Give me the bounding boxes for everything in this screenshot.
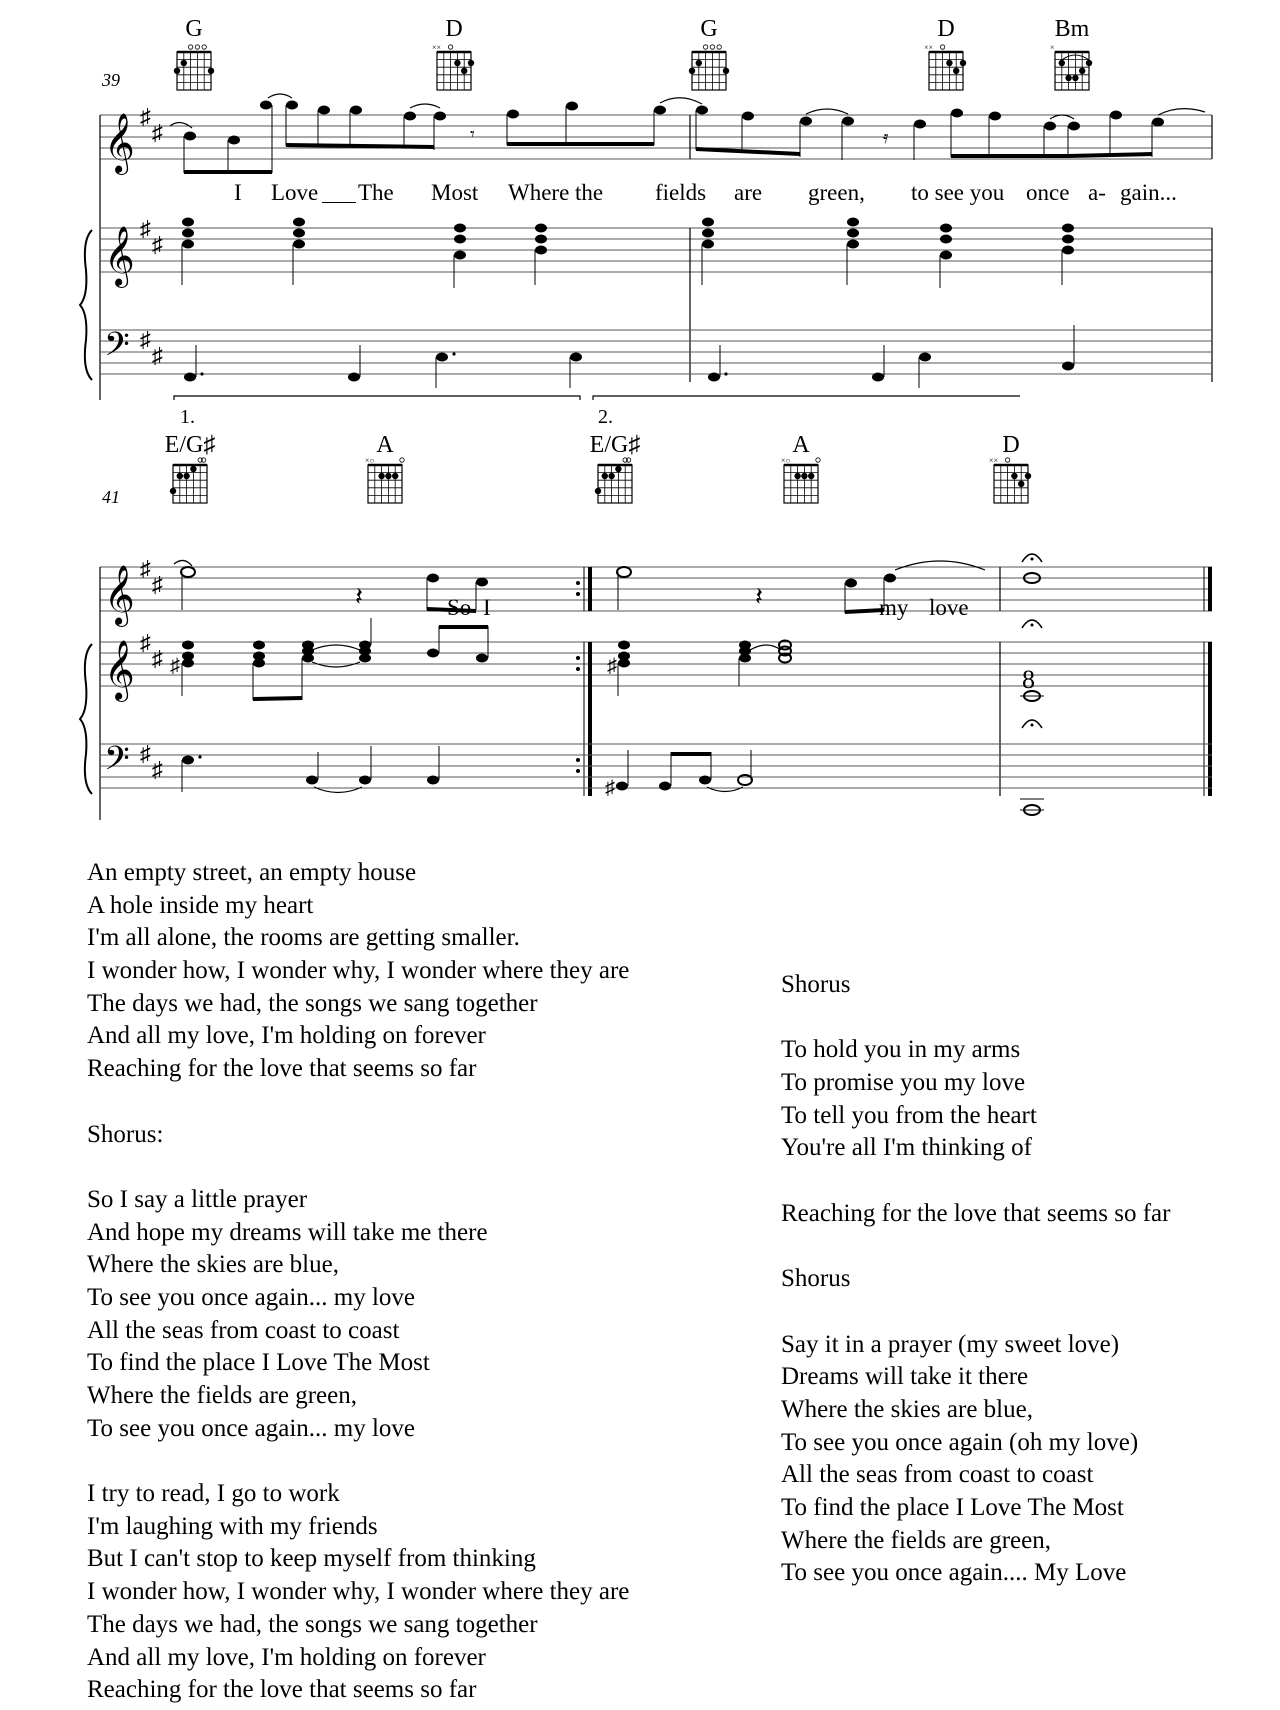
svg-text:♯: ♯ <box>140 216 151 241</box>
lyrics-line: And all my love, I'm holding on forever <box>87 1022 486 1050</box>
lyrics-line: And all my love, I'm holding on forever <box>87 1643 486 1671</box>
chord-diagram-E-G-sharp <box>595 458 632 503</box>
score-notation-system-2 <box>0 400 1280 820</box>
lyrics-line <box>781 1296 1170 1329</box>
svg-text:♯: ♯ <box>605 777 615 799</box>
lyrics-line: I'm all alone, the rooms are getting smaller. <box>87 924 520 952</box>
chord-diagram-G <box>174 45 214 90</box>
svg-text:×: × <box>1050 43 1055 52</box>
treble-clef-icon: 𝄞 <box>104 115 135 172</box>
lyrics-line: I try to read, I go to work <box>87 1480 340 1508</box>
treble-clef-icon: 𝄞 <box>104 228 135 285</box>
svg-text:♯: ♯ <box>607 655 617 677</box>
svg-text:♯: ♯ <box>140 104 151 129</box>
lyrics-line <box>87 1086 629 1119</box>
lyrics-line: Dreams will take it there <box>781 1363 1029 1391</box>
lyrics-line: Where the skies are blue, <box>781 1395 1033 1423</box>
chord-symbol: D <box>1002 432 1020 458</box>
lyrics-line: To see you once again (oh my love) <box>781 1428 1139 1456</box>
svg-text:♯: ♯ <box>152 120 163 145</box>
lyrics-line: All the seas from coast to coast <box>87 1316 400 1344</box>
lyric-syllable: The <box>358 180 394 205</box>
bass-clef-icon: 𝄢 <box>104 326 130 371</box>
svg-text:♯: ♯ <box>152 572 163 597</box>
svg-text:♯: ♯ <box>140 327 151 352</box>
chord-diagram-Bm <box>1050 43 1092 90</box>
lyric-syllable: fields <box>655 180 707 205</box>
svg-text:𝄾: 𝄾 <box>470 124 475 144</box>
lyrics-left-column <box>87 857 629 1707</box>
lyrics-line: But I can't stop to keep myself from thinking <box>87 1545 536 1573</box>
svg-text:××: ×× <box>989 456 999 465</box>
lyric-syllable: once <box>1026 180 1070 205</box>
lyrics-line: You're all I'm thinking of <box>781 1134 1032 1162</box>
svg-text:♯: ♯ <box>152 757 163 782</box>
lyrics-section-label: Shorus <box>781 1265 851 1293</box>
treble-clef-icon: 𝄞 <box>104 567 135 624</box>
lyrics-line <box>781 1231 1170 1264</box>
lyric-syllable: my <box>879 595 909 620</box>
svg-text:♯: ♯ <box>152 343 163 368</box>
chord-symbol: A <box>376 432 394 458</box>
lyrics-line <box>87 1151 629 1184</box>
chord-diagram-G <box>689 45 729 90</box>
measure-number: 39 <box>102 70 120 90</box>
lyrics-line: I wonder how, I wonder why, I wonder where they are <box>87 957 630 985</box>
lyrics-line: All the seas from coast to coast <box>781 1461 1094 1489</box>
lyric-syllable: I <box>483 595 491 620</box>
lyric-syllable: gain... <box>1120 180 1177 205</box>
lyrics-line: To see you once again... my love <box>87 1283 416 1311</box>
lyric-syllable: love <box>929 595 969 620</box>
lyrics-line: And hope my dreams will take me there <box>87 1218 488 1246</box>
chord-symbol: A <box>792 432 810 458</box>
treble-clef-icon: 𝄞 <box>104 642 135 699</box>
lyric-syllable: a- <box>1088 180 1106 205</box>
chord-symbol: E/G♯ <box>164 432 216 458</box>
svg-text:××: ×× <box>432 43 442 52</box>
lyrics-line: An empty street, an empty house <box>87 859 417 886</box>
volta-ending-1: 1. <box>180 406 195 428</box>
lyric-extender-line <box>322 202 356 203</box>
chord-symbol: Bm <box>1054 16 1090 42</box>
chord-symbol: D <box>937 16 955 42</box>
lyrics-line: Say it in a prayer (my sweet love) <box>781 1330 1120 1358</box>
chord-symbol: G <box>700 16 718 42</box>
lyric-syllable: So <box>447 595 472 620</box>
lyrics-right-column <box>781 969 1170 1590</box>
lyrics-line: Where the fields are green, <box>781 1526 1051 1554</box>
lyrics-line: I wonder how, I wonder why, I wonder where they are <box>87 1578 630 1606</box>
bass-clef-icon: 𝄢 <box>104 740 130 785</box>
lyrics-line: To see you once again.... My Love <box>781 1559 1127 1587</box>
lyrics-line: The days we had, the songs we sang together <box>87 989 538 1017</box>
lyrics-line: To find the place I Love The Most <box>87 1349 430 1377</box>
lyrics-line: I'm laughing with my friends <box>87 1512 378 1540</box>
svg-text:♯: ♯ <box>140 630 151 655</box>
svg-text:♯: ♯ <box>140 741 151 766</box>
chord-diagram-D <box>924 43 966 90</box>
svg-text:♯: ♯ <box>170 655 180 677</box>
chord-symbol: G <box>185 16 203 42</box>
lyrics-line: Where the fields are green, <box>87 1382 357 1409</box>
lyric-syllable: Most <box>431 180 479 205</box>
svg-text:♯: ♯ <box>152 232 163 257</box>
chord-diagram-E-G-sharp <box>170 458 207 503</box>
lyrics-section-label: Shorus: <box>87 1120 164 1148</box>
lyrics-line: To promise you my love <box>781 1069 1026 1097</box>
chord-diagram-A <box>365 456 404 503</box>
lyrics-line: The days we had, the songs we sang together <box>87 1610 538 1638</box>
svg-text:♯: ♯ <box>140 556 151 581</box>
lyrics-line <box>781 1165 1170 1198</box>
lyrics-line: To tell you from the heart <box>781 1101 1037 1129</box>
svg-text:××: ×× <box>924 43 934 52</box>
lyrics-line: So I say a little prayer <box>87 1185 308 1213</box>
lyrics-line: Where the skies are blue, <box>87 1251 339 1279</box>
lyrics-line: To see you once again... my love <box>87 1414 416 1442</box>
lyrics-line: To hold you in my arms <box>781 1036 1021 1064</box>
svg-text:×○: ×○ <box>365 456 375 465</box>
svg-text:♯: ♯ <box>152 646 163 671</box>
chord-symbol: D <box>445 16 463 42</box>
svg-text:𝄽: 𝄽 <box>355 582 363 611</box>
chord-diagram-A <box>781 456 820 503</box>
lyrics-line: Reaching for the love that seems so far <box>781 1199 1171 1227</box>
lyric-syllable: I <box>234 180 242 205</box>
lyrics-line: To find the place I Love The Most <box>781 1494 1124 1521</box>
svg-text:𝄽: 𝄽 <box>755 582 763 611</box>
svg-text:𝄿: 𝄿 <box>883 127 889 147</box>
lyric-syllable: Love <box>271 180 319 205</box>
lyrics-line <box>87 1445 629 1478</box>
lyrics-section-label: Shorus <box>781 971 851 998</box>
chord-diagram-D <box>432 43 474 90</box>
svg-text:8: 8 <box>1022 665 1035 694</box>
svg-text:×○: ×○ <box>781 456 791 465</box>
volta-ending-2: 2. <box>598 406 613 428</box>
chord-symbol: E/G♯ <box>589 432 641 458</box>
lyric-syllable: Where the <box>508 180 604 205</box>
measure-number: 41 <box>102 487 120 507</box>
lyric-syllable: green, <box>808 180 865 205</box>
lyrics-line: Reaching for the love that seems so far <box>87 1055 477 1083</box>
lyrics-line: Reaching for the love that seems so far <box>87 1676 477 1704</box>
lyrics-line: A hole inside my heart <box>87 891 314 919</box>
lyrics-line <box>781 1002 1170 1035</box>
lyric-syllable: are <box>734 180 763 205</box>
chord-diagram-D <box>989 456 1031 503</box>
lyric-syllable: to see you <box>911 180 1005 205</box>
